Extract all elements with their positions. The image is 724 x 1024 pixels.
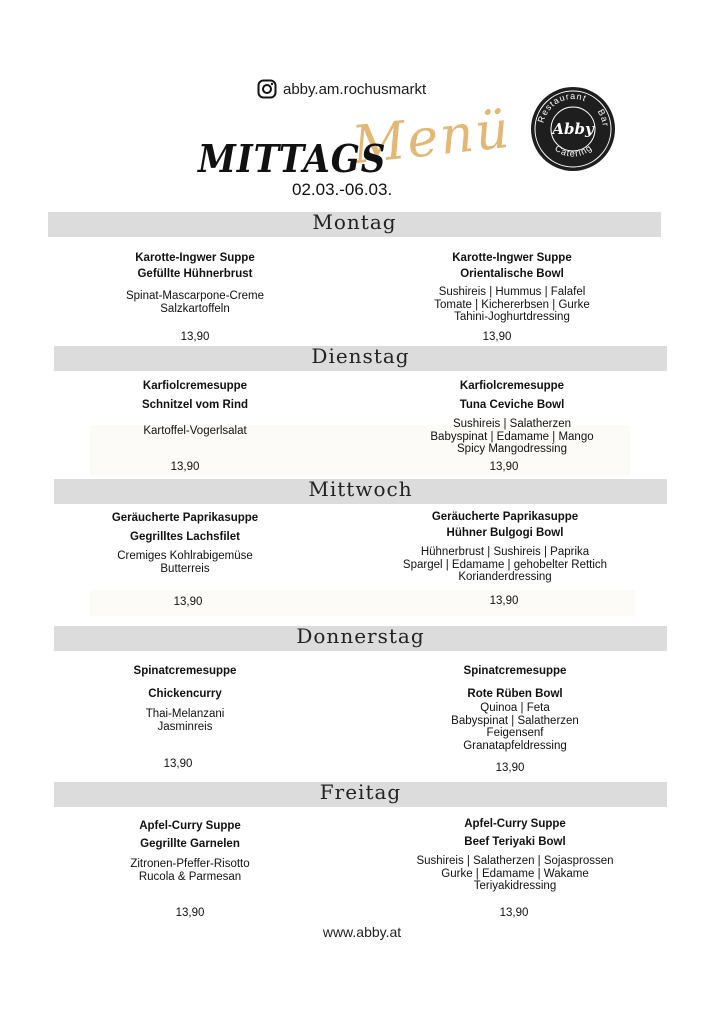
side-line: Feigensenf	[486, 727, 544, 739]
instagram-icon	[257, 79, 277, 99]
soup-name: Karfiolcremesuppe	[142, 380, 248, 392]
side-line: Butterreis	[160, 562, 210, 575]
title-script: Menü	[349, 99, 514, 177]
soup-name: Apfel-Curry Suppe	[464, 818, 566, 830]
main-dish: Rote Rüben Bowl	[467, 688, 563, 700]
day-label: Donnerstag	[296, 624, 425, 648]
logo-top-text: Restaurant	[535, 90, 589, 124]
side-line: Quinoa | Feta	[480, 702, 550, 714]
price-right-montag: 13,90	[482, 331, 512, 343]
price-right-mittwoch: 13,90	[489, 595, 519, 607]
logo-center-text: Abby	[552, 120, 594, 138]
side-line: Kartoffel-Vogerlsalat	[143, 425, 247, 437]
side-line: Tomate | Kichererbsen | Gurke	[434, 298, 590, 311]
side-line: Babyspinat | Salatherzen	[451, 714, 579, 727]
price-left-freitag: 13,90	[175, 907, 205, 919]
soup-name: Spinatcremesuppe	[133, 665, 237, 677]
menu-left-dienstag	[95, 378, 295, 438]
side-line: Spargel | Edamame | gehobelter Rettich	[402, 558, 608, 571]
side-line: Teriyakidressing	[473, 880, 557, 892]
side-line: Cremiges Kohlrabigemüse	[117, 550, 253, 562]
day-label: Freitag	[319, 780, 402, 804]
logo-bottom-text: Catering	[553, 142, 595, 159]
day-label: Dienstag	[311, 344, 410, 368]
price-left-montag: 13,90	[180, 331, 210, 343]
date-range: 02.03.-06.03.	[292, 180, 393, 199]
day-label: Montag	[312, 210, 397, 234]
day-bar-donnerstag	[54, 626, 667, 651]
menu-right-mittwoch	[385, 509, 625, 584]
soup-name: Karotte-Ingwer Suppe	[452, 252, 572, 264]
side-line: Gurke | Edamame | Wakame	[441, 867, 589, 880]
soup-name: Apfel-Curry Suppe	[139, 820, 241, 832]
price-right-dienstag: 13,90	[489, 461, 519, 473]
soup-name: Karotte-Ingwer Suppe	[135, 252, 255, 264]
menu-left-montag	[95, 250, 295, 315]
side-line: Granatapfeldressing	[463, 739, 567, 752]
price-left-donnerstag: 13,90	[163, 758, 193, 770]
main-dish: Gegrilltes Lachsfilet	[130, 531, 240, 543]
instagram-handle[interactable]: abby.am.rochusmarkt	[283, 80, 427, 98]
side-line: Sushireis | Salatherzen | Sojasprossen	[416, 855, 614, 867]
side-line: Sushireis | Salatherzen	[452, 418, 572, 430]
soup-name: Spinatcremesuppe	[463, 665, 567, 677]
main-dish: Beef Teriyaki Bowl	[464, 836, 566, 848]
price-right-freitag: 13,90	[499, 907, 529, 919]
logo-right-text: Bar	[595, 107, 611, 128]
main-dish: Schnitzel vom Rind	[141, 399, 249, 411]
day-label: Mittwoch	[308, 477, 413, 501]
menu-left-mittwoch	[85, 510, 285, 575]
day-bar-dienstag	[54, 346, 667, 371]
menu-right-montag	[397, 250, 627, 324]
side-line: Spicy Mangodressing	[457, 443, 567, 455]
main-dish: Gefüllte Hühnerbrust	[137, 268, 253, 280]
soup-name: Geräucherte Paprikasuppe	[431, 511, 579, 523]
side-line: Jasminreis	[157, 720, 213, 733]
soup-name: Karfiolcremesuppe	[459, 380, 565, 392]
main-dish: Tuna Ceviche Bowl	[459, 399, 565, 411]
day-bar-mittwoch	[54, 479, 667, 504]
main-dish: Gegrillte Garnelen	[140, 838, 240, 850]
side-line: Salzkartoffeln	[160, 302, 230, 315]
menu-left-donnerstag	[85, 663, 285, 733]
side-line: Spinat-Mascarpone-Creme	[125, 290, 265, 302]
side-line: Hühnerbrust | Sushireis | Paprika	[420, 546, 590, 558]
side-line: Sushireis | Hummus | Falafel	[438, 286, 586, 298]
menu-left-freitag	[90, 818, 290, 883]
price-left-dienstag: 13,90	[170, 461, 200, 473]
main-dish: Orientalische Bowl	[460, 268, 564, 280]
website-link[interactable]: www.abby.at	[322, 924, 402, 940]
side-line: Thai-Melanzani	[145, 708, 225, 720]
day-bar-montag	[48, 212, 661, 237]
side-line: Babyspinat | Edamame | Mango	[430, 430, 594, 443]
side-line: Korianderdressing	[458, 571, 552, 583]
price-left-mittwoch: 13,90	[173, 596, 203, 608]
menu-right-dienstag	[397, 378, 627, 456]
price-right-donnerstag: 13,90	[495, 762, 525, 774]
abby-logo	[530, 86, 616, 172]
menu-right-donnerstag	[400, 663, 630, 752]
main-dish: Chickencurry	[148, 688, 222, 700]
menu-right-freitag	[390, 816, 640, 893]
day-bar-freitag	[54, 782, 667, 807]
soup-name: Geräucherte Paprikasuppe	[111, 512, 259, 524]
side-line: Zitronen-Pfeffer-Risotto	[130, 858, 250, 870]
side-line: Tahini-Joghurtdressing	[454, 311, 570, 323]
side-line: Rucola & Parmesan	[138, 870, 242, 883]
main-dish: Hühner Bulgogi Bowl	[446, 527, 564, 539]
instagram-handle-row	[257, 78, 426, 100]
page-title: MITTAGS	[198, 136, 387, 181]
